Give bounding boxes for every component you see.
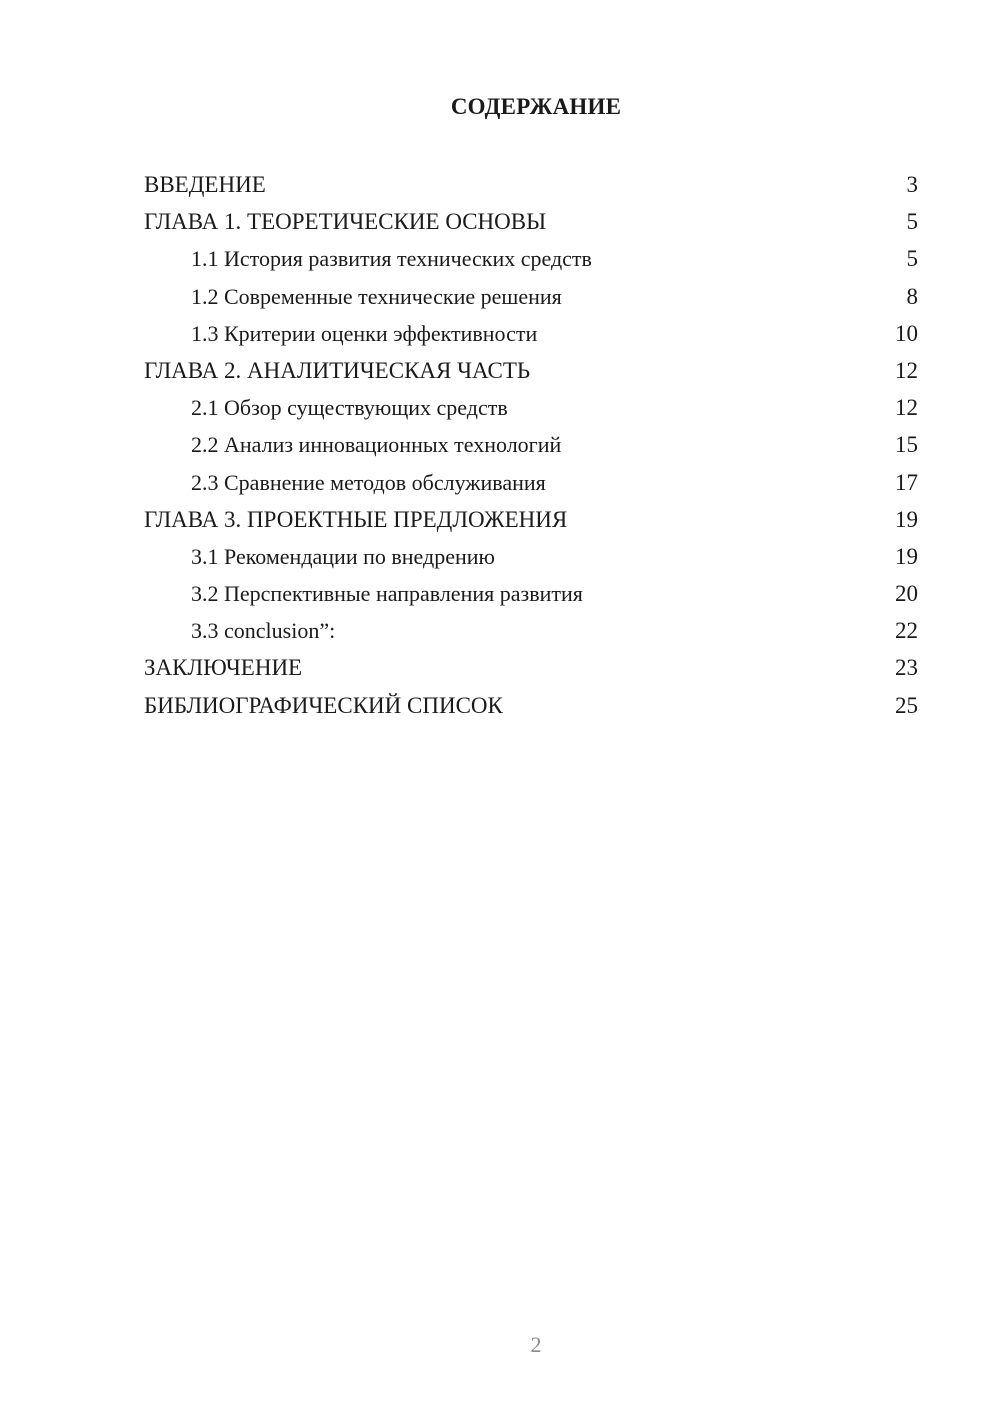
toc-entry-introduction[interactable] [144, 166, 918, 203]
toc-entry-3-2[interactable] [144, 575, 918, 612]
toc-entry-text: 1.3 Критерии оценки эффективности [191, 320, 538, 346]
page-title: СОДЕРЖАНИЕ [450, 94, 622, 119]
toc-entry-3-1[interactable] [144, 538, 918, 575]
toc-entry-2-1[interactable] [144, 389, 918, 426]
toc-entry-page: 19 [895, 506, 918, 532]
toc-entry-1-1[interactable] [144, 240, 918, 277]
toc-entry-conclusion[interactable] [144, 649, 918, 686]
toc-entry-2-2[interactable] [144, 426, 918, 463]
toc-entry-1-3[interactable] [144, 315, 918, 352]
toc-entry-text: 3.3 conclusion”: [191, 618, 336, 644]
toc-entry-text: 1.2 Современные технические решения [191, 283, 562, 309]
toc-entry-page: 8 [906, 283, 918, 309]
toc-entry-page: 25 [895, 692, 918, 718]
toc-entry-page: 23 [895, 655, 918, 681]
toc-entry-text: ГЛАВА 3. ПРОЕКТНЫЕ ПРЕДЛОЖЕНИЯ [144, 506, 568, 532]
toc-entry-text: 2.1 Обзор существующих средств [191, 395, 508, 421]
toc-entry-3-3[interactable] [144, 612, 918, 649]
toc-entry-page: 20 [895, 581, 918, 607]
toc-entry-page: 5 [906, 246, 918, 272]
toc-entry-chapter-2[interactable] [144, 352, 918, 389]
toc-entry-page: 3 [906, 172, 918, 197]
toc-entry-page: 10 [895, 320, 918, 346]
toc-entry-bibliography[interactable] [144, 687, 918, 724]
toc-entry-text: 1.1 История развития технических средств [191, 246, 592, 272]
toc-entry-page: 19 [895, 543, 918, 569]
toc-entry-text: ВВЕДЕНИЕ [144, 172, 266, 197]
toc-entry-2-3[interactable] [144, 464, 918, 501]
toc-entry-text: ЗАКЛЮЧЕНИЕ [144, 655, 303, 681]
toc-entry-text: ГЛАВА 1. ТЕОРЕТИЧЕСКИЕ ОСНОВЫ [144, 209, 547, 235]
toc-entry-chapter-3[interactable] [144, 501, 918, 538]
toc-entry-text: 3.1 Рекомендации по внедрению [191, 543, 495, 569]
table-of-contents [144, 166, 918, 724]
toc-entry-page: 5 [906, 209, 918, 235]
toc-entry-chapter-1[interactable] [144, 203, 918, 240]
toc-entry-page: 22 [895, 618, 918, 644]
toc-entry-text: 2.2 Анализ инновационных технологий [191, 432, 562, 458]
toc-entry-text: 2.3 Сравнение методов обслуживания [191, 469, 546, 495]
toc-entry-text: ГЛАВА 2. АНАЛИТИЧЕСКАЯ ЧАСТЬ [144, 357, 531, 383]
toc-entry-page: 12 [895, 395, 918, 421]
toc-entry-1-2[interactable] [144, 278, 918, 315]
toc-entry-page: 17 [895, 469, 918, 495]
toc-entry-page: 15 [895, 432, 918, 458]
page-number: 2 [530, 1332, 542, 1357]
toc-entry-text: 3.2 Перспективные направления развития [191, 581, 583, 607]
toc-entry-page: 12 [895, 357, 918, 383]
toc-entry-text: БИБЛИОГРАФИЧЕСКИЙ СПИСОК [144, 692, 503, 718]
